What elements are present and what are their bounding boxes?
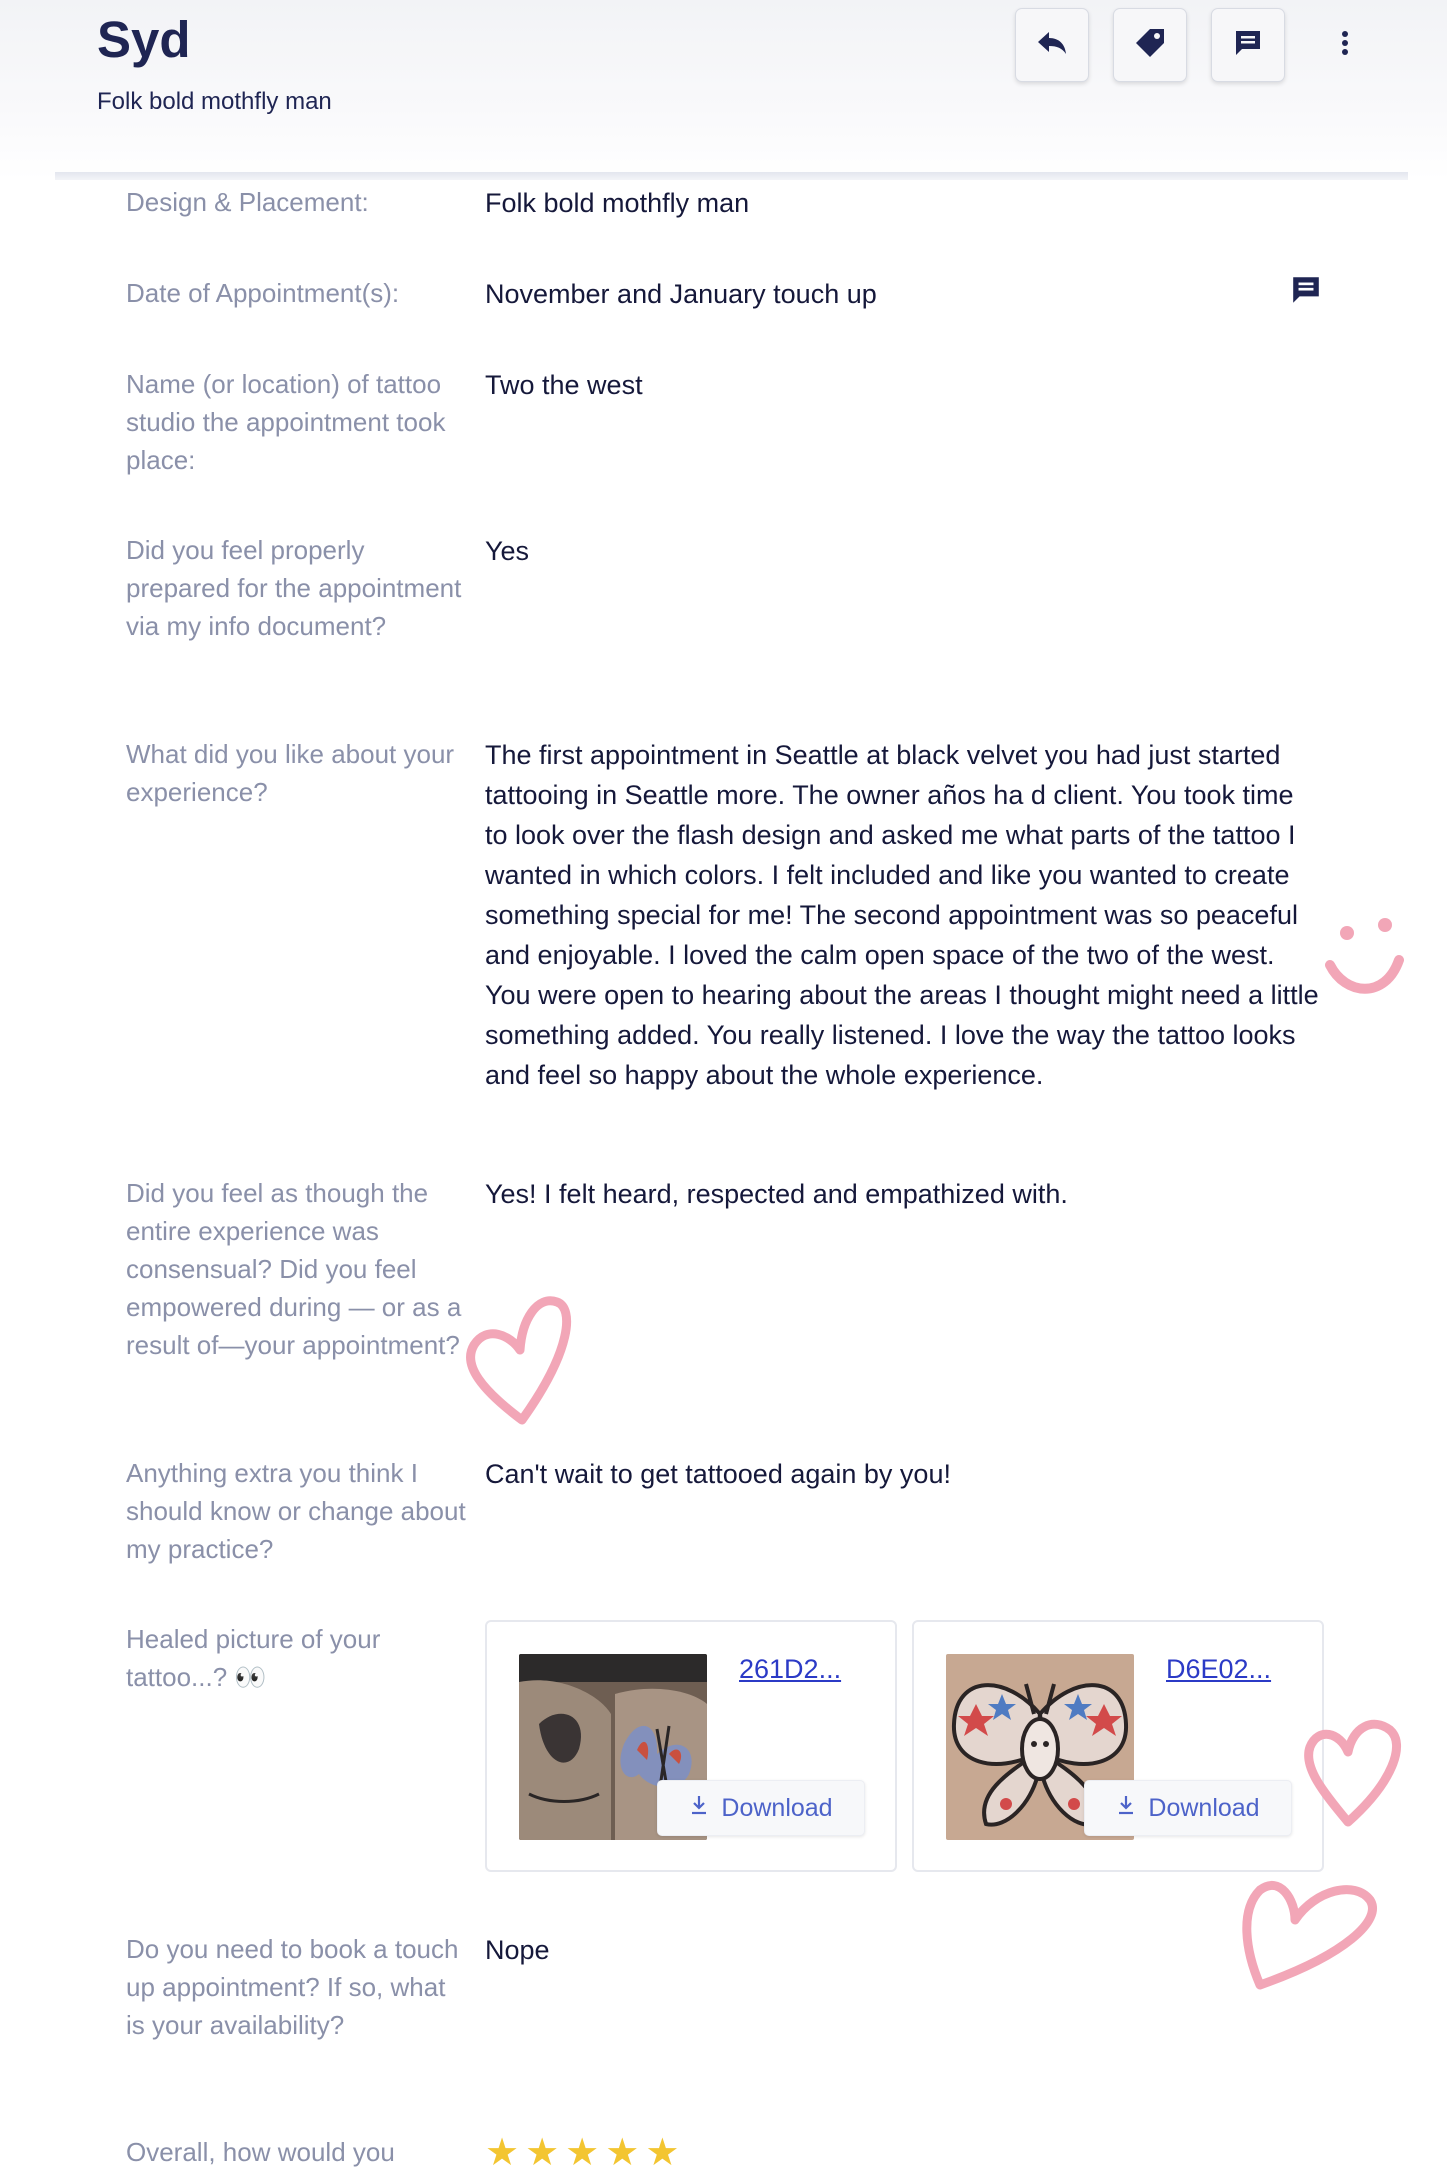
note-icon[interactable] bbox=[1290, 274, 1322, 311]
more-options-button[interactable] bbox=[1325, 20, 1365, 70]
star-icon: ★ bbox=[565, 2132, 600, 2174]
star-rating bbox=[485, 2133, 679, 2173]
attachment-card[interactable] bbox=[912, 1620, 1324, 1872]
question-label: Overall, how would you bbox=[126, 2137, 395, 2167]
answer-text: Yes bbox=[485, 536, 530, 566]
download-label: Download bbox=[1148, 1793, 1260, 1822]
detail-header bbox=[0, 0, 1447, 180]
attachment-name-link[interactable]: 261D2... bbox=[739, 1654, 842, 1684]
answer-text: Two the west bbox=[485, 370, 643, 400]
answer-text: Yes! I felt heard, respected and empathized with. bbox=[485, 1179, 1068, 1209]
answer-text: November and January touch up bbox=[485, 279, 877, 309]
heart-doodle bbox=[1235, 1860, 1385, 1990]
download-button[interactable] bbox=[1084, 1780, 1292, 1836]
attachment-card[interactable] bbox=[485, 1620, 897, 1872]
question-label: Anything extra you think I should know or change about my practice? bbox=[126, 1458, 466, 1564]
heart-doodle bbox=[1298, 1712, 1408, 1832]
contact-subtitle: Folk bold mothfly man bbox=[97, 88, 332, 115]
question-label: Name (or location) of tattoo studio the appointment took place: bbox=[126, 369, 446, 475]
question-label: Date of Appointment(s): bbox=[126, 278, 400, 308]
star-icon: ★ bbox=[525, 2132, 560, 2174]
star-icon: ★ bbox=[605, 2132, 640, 2174]
download-icon bbox=[1116, 1794, 1136, 1823]
question-label: Did you feel properly prepared for the appointment via my info document? bbox=[126, 535, 462, 641]
star-icon: ★ bbox=[485, 2132, 520, 2174]
heart-doodle bbox=[462, 1290, 582, 1430]
reply-button[interactable] bbox=[1015, 8, 1089, 82]
answer-text: Folk bold mothfly man bbox=[485, 188, 750, 218]
download-label: Download bbox=[721, 1793, 833, 1822]
attachment-name-link[interactable]: D6E02... bbox=[1166, 1654, 1272, 1684]
note-button[interactable] bbox=[1211, 8, 1285, 82]
download-button[interactable] bbox=[657, 1780, 865, 1836]
smiley-doodle bbox=[1325, 905, 1405, 1005]
question-label: Design & Placement: bbox=[126, 187, 369, 217]
answer-text: Can't wait to get tattooed again by you! bbox=[485, 1459, 951, 1489]
answer-text: The first appointment in Seattle at black velvet you had just started tattooing in Seattle more. The owner años ha d client. You took time to look over the flash design and asked me what parts of the tattoo I wanted in which colors. I felt included and like you wanted to create something special for me! The second appointment was so peaceful and enjoyable. I loved the calm open space of the two of the west. You were open to hearing about the areas I thought might need a little something added. You really listened. I love the way the tattoo looks and feel so happy about the whole experience. bbox=[485, 740, 1319, 1090]
question-label: Healed picture of your tattoo...? 👀 bbox=[126, 1624, 381, 1692]
question-label: Did you feel as though the entire experience was consensual? Did you feel empowered during — or as a result of—your appointment? bbox=[126, 1178, 462, 1360]
download-icon bbox=[689, 1794, 709, 1823]
note-icon bbox=[1233, 28, 1263, 63]
reply-icon bbox=[1037, 30, 1067, 61]
tag-icon bbox=[1134, 27, 1166, 64]
tag-button[interactable] bbox=[1113, 8, 1187, 82]
question-label: Do you need to book a touch up appointment? If so, what is your availability? bbox=[126, 1934, 459, 2040]
more-vertical-icon bbox=[1341, 30, 1349, 61]
contact-name: Syd bbox=[97, 11, 191, 68]
answer-text: Nope bbox=[485, 1935, 550, 1965]
star-icon: ★ bbox=[645, 2132, 680, 2174]
header-divider bbox=[55, 172, 1408, 180]
question-label: What did you like about your experience? bbox=[126, 739, 455, 807]
